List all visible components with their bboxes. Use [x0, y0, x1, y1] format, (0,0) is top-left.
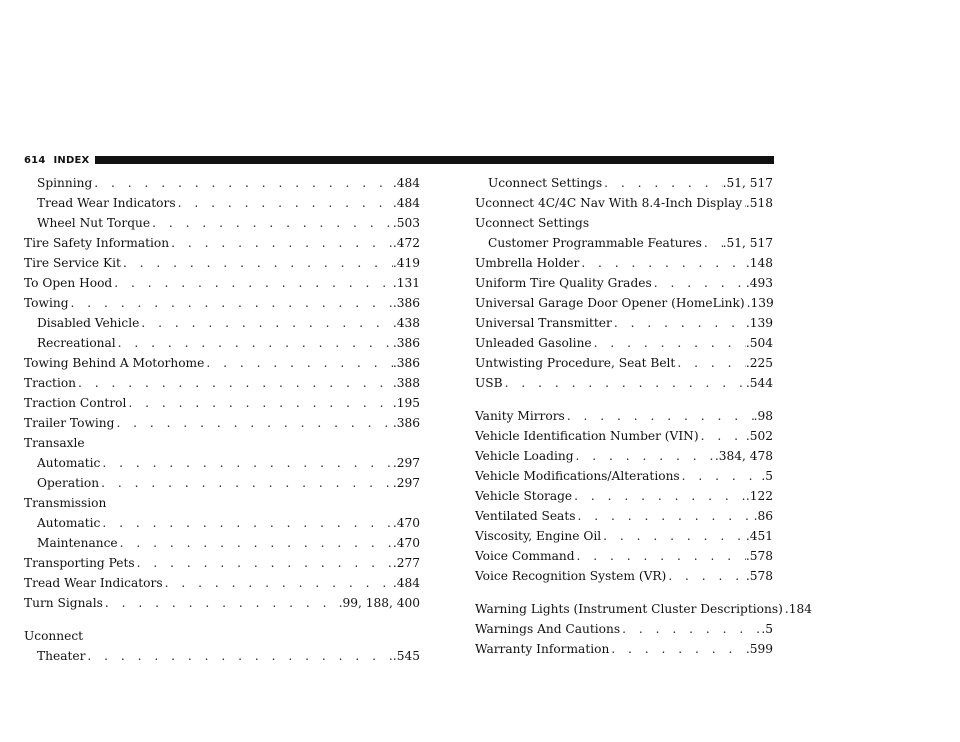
entry-label: Umbrella Holder — [475, 256, 580, 270]
entry-label: Towing — [24, 296, 69, 310]
entry-label: Automatic — [37, 456, 101, 470]
dot-leader — [572, 486, 746, 506]
index-entry — [24, 193, 420, 213]
index-entry — [24, 413, 420, 433]
entry-pages: .578 — [745, 549, 773, 563]
entry-label: Uniform Tire Quality Grades — [475, 276, 652, 290]
section-title: INDEX — [53, 154, 90, 166]
dot-leader — [503, 373, 746, 393]
entry-label: Untwisting Procedure, Seat Belt — [475, 356, 676, 370]
index-entry — [475, 546, 773, 566]
entry-pages: .388 — [392, 376, 420, 390]
entry-label: Uconnect — [24, 629, 84, 643]
dot-leader — [99, 473, 393, 493]
dot-leader — [176, 193, 393, 213]
index-entry — [24, 393, 420, 413]
dot-leader — [126, 393, 392, 413]
entry-pages: .470 — [392, 536, 420, 550]
index-entry — [475, 446, 773, 466]
entry-pages: .98 — [753, 409, 773, 423]
dot-leader — [76, 373, 393, 393]
entry-label: Uconnect Settings — [475, 216, 590, 230]
dot-leader — [92, 173, 393, 193]
entry-label: Traction Control — [24, 396, 127, 410]
dot-leader — [601, 526, 746, 546]
dot-leader — [204, 353, 393, 373]
entry-pages: .99, 188, 400 — [338, 596, 420, 610]
dot-leader — [592, 333, 746, 353]
entry-pages: .504 — [745, 336, 773, 350]
entry-pages: .5 — [761, 469, 773, 483]
index-entry — [475, 313, 773, 333]
entry-label: Vanity Mirrors — [475, 409, 565, 423]
entry-pages: .484 — [392, 176, 420, 190]
dot-leader — [652, 273, 746, 293]
index-entry — [24, 533, 420, 553]
entry-pages: .518 — [745, 196, 773, 210]
index-entry — [24, 173, 420, 193]
index-entry — [24, 233, 420, 253]
dot-leader — [620, 619, 761, 639]
entry-pages: .131 — [392, 276, 420, 290]
index-entry — [475, 466, 773, 486]
index-entry — [475, 353, 773, 373]
entry-label: Wheel Nut Torque — [37, 216, 151, 230]
dot-leader — [121, 253, 393, 273]
entry-label: Disabled Vehicle — [37, 316, 140, 330]
entry-label: Warning Lights (Instrument Cluster Descriptions) — [475, 602, 783, 616]
entry-pages: .419 — [392, 256, 420, 270]
entry-pages: .195 — [392, 396, 420, 410]
index-entry — [475, 599, 812, 619]
entry-pages: .472 — [392, 236, 420, 250]
entry-label: USB — [475, 376, 503, 390]
entry-label: Tread Wear Indicators — [24, 576, 163, 590]
index-entry — [475, 173, 773, 193]
dot-leader — [609, 639, 746, 659]
index-entry — [475, 373, 773, 393]
entry-pages: .122 — [745, 489, 773, 503]
index-entry — [24, 626, 420, 646]
entry-pages: .51, 517 — [722, 176, 773, 190]
entry-label: Vehicle Identification Number (VIN) — [475, 429, 699, 443]
index-entry — [24, 553, 420, 573]
index-entry — [24, 453, 420, 473]
entry-pages: .51, 517 — [722, 236, 773, 250]
dot-leader — [675, 353, 746, 373]
entry-label: Spinning — [37, 176, 93, 190]
entry-label: Towing Behind A Motorhome — [24, 356, 205, 370]
header-rule — [95, 156, 774, 164]
entry-label: Tire Safety Information — [24, 236, 170, 250]
entry-pages: .386 — [392, 356, 420, 370]
dot-leader — [114, 413, 392, 433]
index-entry — [24, 333, 420, 353]
entry-pages: .503 — [392, 216, 420, 230]
index-entry — [24, 293, 420, 313]
dot-leader — [699, 426, 746, 446]
entry-pages: .484 — [392, 576, 420, 590]
entry-label: Traction — [24, 376, 77, 390]
index-column-left — [24, 173, 420, 666]
index-entry — [475, 619, 773, 639]
entry-label: Uconnect Settings — [488, 176, 603, 190]
index-entry — [475, 526, 773, 546]
index-entry — [24, 573, 420, 593]
entry-label: Vehicle Loading — [475, 449, 574, 463]
entry-pages: .384, 478 — [714, 449, 773, 463]
entry-label: Uconnect 4C/4C Nav With 8.4-Inch Display — [475, 196, 743, 210]
page-header — [24, 154, 774, 166]
dot-leader — [139, 313, 393, 333]
index-entry — [475, 566, 773, 586]
entry-pages: .148 — [745, 256, 773, 270]
index-entry — [24, 493, 420, 513]
entry-label: Universal Transmitter — [475, 316, 612, 330]
entry-pages: .139 — [745, 316, 773, 330]
dot-leader — [163, 573, 393, 593]
entry-pages: .484 — [392, 196, 420, 210]
entry-label: Warranty Information — [475, 642, 610, 656]
index-entry — [475, 193, 773, 213]
index-entry — [475, 406, 773, 426]
index-entry — [24, 433, 420, 453]
index-entry — [475, 213, 773, 233]
entry-pages: .599 — [745, 642, 773, 656]
index-entry — [475, 233, 773, 253]
entry-label: To Open Hood — [24, 276, 113, 290]
index-entry — [475, 293, 773, 313]
page-number: 614 — [24, 154, 46, 166]
index-entry — [24, 313, 420, 333]
entry-pages: .386 — [392, 296, 420, 310]
entry-label: Maintenance — [37, 536, 118, 550]
entry-pages: .86 — [753, 509, 773, 523]
index-entry — [24, 593, 420, 613]
entry-label: Tire Service Kit — [24, 256, 121, 270]
entry-label: Universal Garage Door Opener (HomeLink) — [475, 296, 745, 310]
entry-pages: .225 — [745, 356, 773, 370]
dot-leader — [69, 293, 393, 313]
index-entry — [475, 333, 773, 353]
index-entry — [24, 213, 420, 233]
entry-pages: .386 — [392, 416, 420, 430]
index-entry — [475, 253, 773, 273]
dot-leader — [118, 533, 393, 553]
entry-label: Customer Programmable Features — [488, 236, 702, 250]
index-entry — [475, 486, 773, 506]
entry-pages: .578 — [745, 569, 773, 583]
dot-leader — [85, 646, 392, 666]
index-entry — [475, 273, 773, 293]
entry-pages: .277 — [392, 556, 420, 570]
dot-leader — [112, 273, 393, 293]
entry-label: Warnings And Cautions — [475, 622, 621, 636]
entry-pages: .5 — [761, 622, 773, 636]
dot-leader — [565, 406, 754, 426]
dot-leader — [602, 173, 722, 193]
dot-leader — [150, 213, 393, 233]
index-entry — [24, 353, 420, 373]
entry-label: Transmission — [24, 496, 107, 510]
index-entry — [24, 273, 420, 293]
entry-pages: .184 — [784, 602, 812, 616]
entry-label: Operation — [37, 476, 100, 490]
dot-leader — [702, 233, 723, 253]
dot-leader — [575, 506, 753, 526]
index-entry — [475, 639, 773, 659]
index-entry — [24, 646, 420, 666]
dot-leader — [100, 513, 393, 533]
dot-leader — [579, 253, 746, 273]
entry-pages: .438 — [392, 316, 420, 330]
entry-pages: .386 — [392, 336, 420, 350]
entry-label: Viscosity, Engine Oil — [475, 529, 602, 543]
entry-label: Ventilated Seats — [475, 509, 576, 523]
index-entry — [475, 426, 773, 446]
index-entry — [24, 473, 420, 493]
dot-leader — [100, 453, 393, 473]
entry-label: Transaxle — [24, 436, 85, 450]
entry-label: Theater — [37, 649, 86, 663]
entry-pages: .502 — [745, 429, 773, 443]
entry-pages: .470 — [392, 516, 420, 530]
entry-pages: .139 — [746, 296, 774, 310]
entry-pages: .545 — [392, 649, 420, 663]
entry-label: Trailer Towing — [24, 416, 115, 430]
dot-leader — [612, 313, 746, 333]
index-entry — [24, 513, 420, 533]
entry-label: Voice Recognition System (VR) — [475, 569, 667, 583]
entry-pages: .493 — [745, 276, 773, 290]
entry-label: Voice Command — [475, 549, 575, 563]
entry-label: Vehicle Storage — [475, 489, 573, 503]
dot-leader — [135, 553, 393, 573]
entry-pages: .297 — [392, 456, 420, 470]
entry-pages: .297 — [392, 476, 420, 490]
dot-leader — [575, 546, 746, 566]
entry-pages: .451 — [745, 529, 773, 543]
entry-label: Transporting Pets — [24, 556, 135, 570]
index-entry — [24, 373, 420, 393]
dot-leader — [680, 466, 762, 486]
dot-leader — [574, 446, 715, 466]
entry-label: Turn Signals — [24, 596, 103, 610]
entry-label: Unleaded Gasoline — [475, 336, 592, 350]
entry-label: Vehicle Modifications/Alterations — [475, 469, 680, 483]
dot-leader — [666, 566, 746, 586]
dot-leader — [116, 333, 393, 353]
dot-leader — [169, 233, 393, 253]
entry-label: Automatic — [37, 516, 101, 530]
entry-pages: .544 — [745, 376, 773, 390]
dot-leader — [103, 593, 339, 613]
entry-label: Tread Wear Indicators — [37, 196, 176, 210]
index-entry — [24, 253, 420, 273]
entry-label: Recreational — [37, 336, 116, 350]
index-column-right — [475, 173, 812, 659]
index-entry — [475, 506, 773, 526]
